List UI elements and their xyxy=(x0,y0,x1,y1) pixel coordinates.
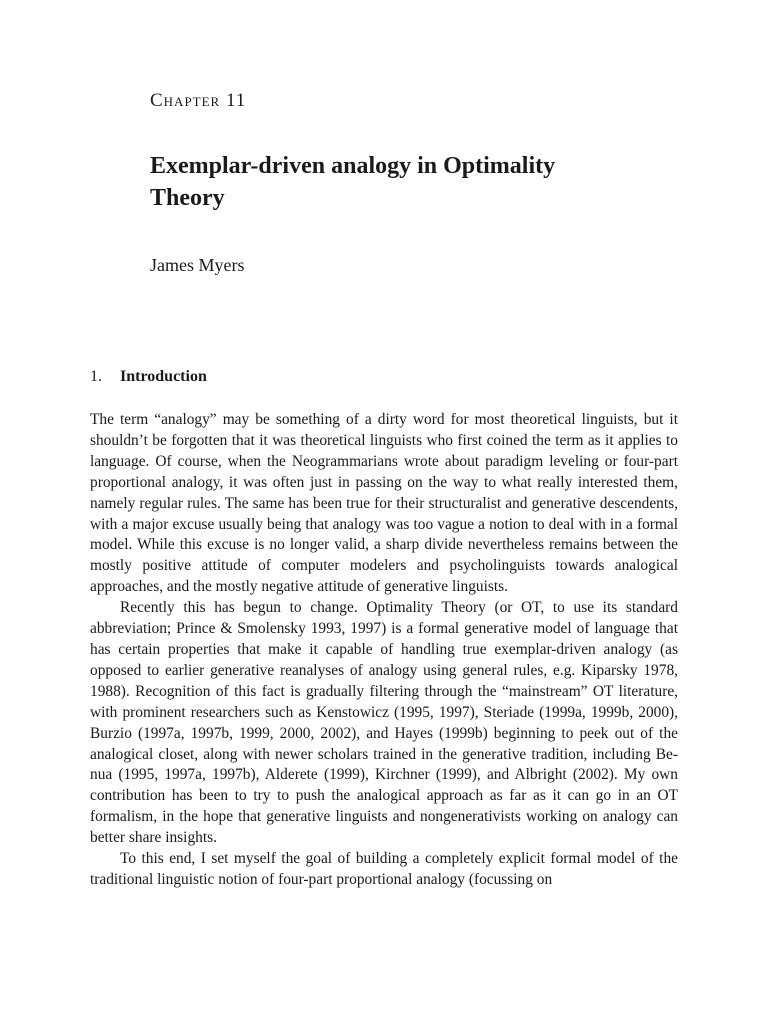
chapter-title: Exemplar-driven analogy in Optimality Theory xyxy=(150,153,556,211)
section-number: 1. xyxy=(90,368,102,385)
paragraph: The term “analogy” may be something of a dirty word for most theoretical linguists, but it shouldn’t be forgotten that it was theoretical linguists who first coined the term as it applies to language. Of course, when the Neogrammarians wrote about paradigm leveling or four-part proportional analogy, it was often just in passing on the way to what really interested them, namely regular rules. The same has been true for their structuralist and generative descendents, with a major excuse usually being that analogy was too vague a notion to deal with in a formal model. While this excuse is no longer valid, a sharp divide nevertheless remains between the mostly positive attitude of computer modelers and psycholinguists towards analogical approaches, and the mostly negative attitude of generative linguists. xyxy=(90,411,678,596)
chapter-label: Chapter 11 xyxy=(150,90,247,111)
paragraph: Recently this has begun to change. Optimality Theory (or OT, to use its standard abbreviation; Prince & Smolensky 1993, 1997) is a formal generative model of language that has certain properties that make it capable of handling true exemplar-driven analogy (as opposed to earlier generative reanalyses of analogy using general rules, e.g. Kiparsky 1978, 1988). Recognition of this fact is gradually filtering through the “mainstream” OT literature, with prominent researchers such as Kenstowicz (1995, 1997), Steriade (1999a, 1999b, 2000), Burzio (1997a, 1997b, 1999, 2000, 2002), and Hayes (1999b) beginning to peek out of the analogical closet, along with newer scholars trained in the generative tradition, including Benua (1995, 1997a, 1997b), Alderete (1999), Kirchner (1999), and Albright (2002). My own contribution has been to try to push the analogical approach as far as it can go in an OT formalism, in the hope that generative linguists and nongenerativists working on analogy can better share insights. xyxy=(90,599,678,847)
author-name: James Myers xyxy=(150,255,245,275)
paragraph: To this end, I set myself the goal of building a completely explicit formal model of the traditional linguistic notion of four-part proportional analogy (focussing on xyxy=(90,850,678,888)
body-text xyxy=(90,410,678,891)
section-title: Introduction xyxy=(120,368,207,385)
section-heading xyxy=(90,368,207,386)
